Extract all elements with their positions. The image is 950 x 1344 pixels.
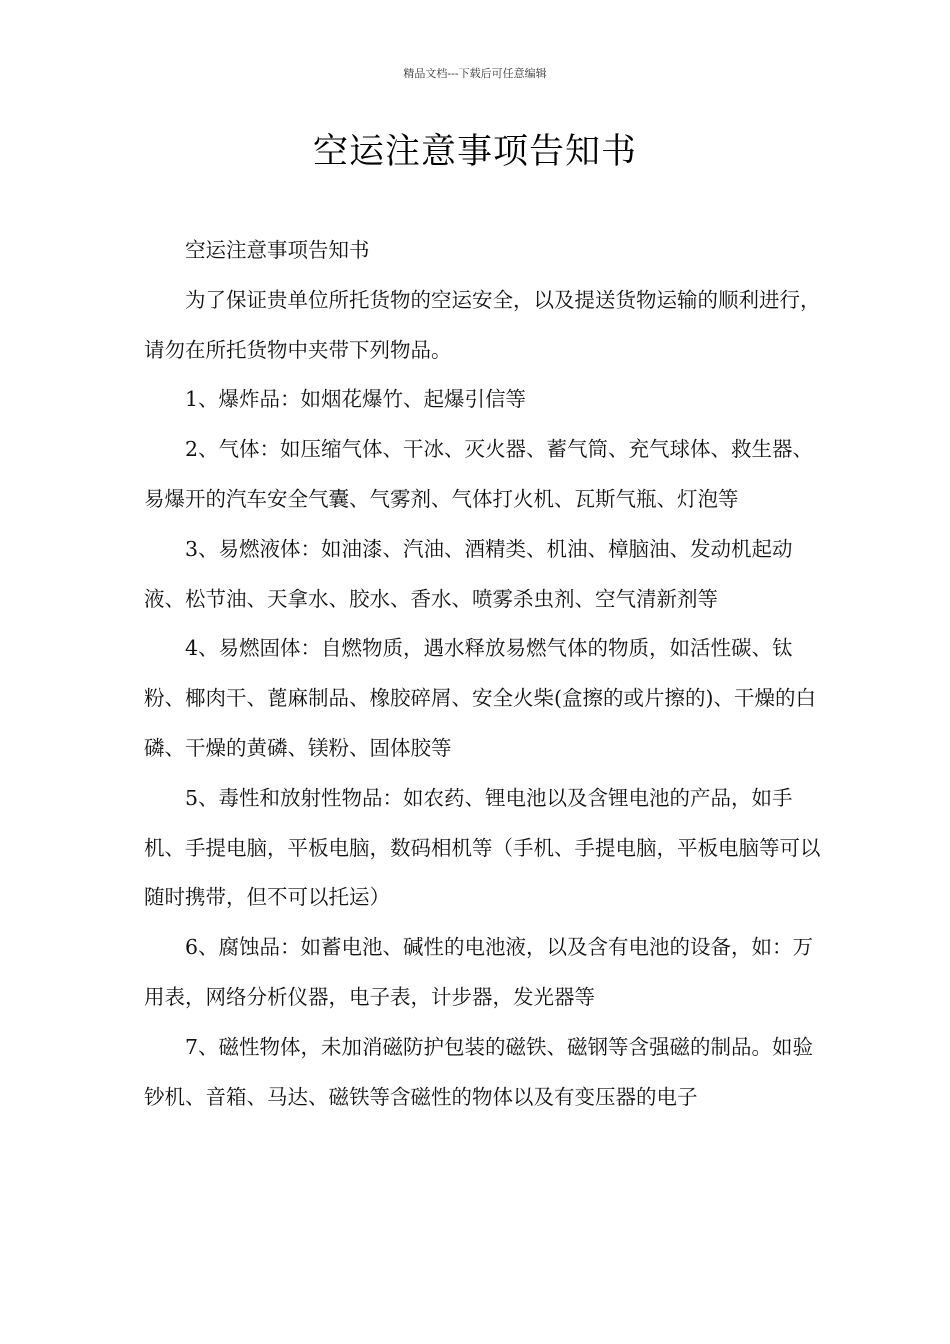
paragraph-item-6: 6、腐蚀品：如蓄电池、碱性的电池液，以及含有电池的设备，如：万用表，网络分析仪器，电子表，计步器，发光器等: [144, 935, 814, 1009]
header-note: 精品文档---下载后可任意编辑: [403, 67, 547, 80]
paragraph-item-7: 7、磁性物体，未加消磁防护包装的磁铁、磁钢等含强磁的制品。如验钞机、音箱、马达、磁铁等含磁性的物体以及有变压器的电子: [144, 1034, 814, 1109]
paragraph-item-1: 1、爆炸品：如烟花爆竹、起爆引信等: [185, 387, 527, 412]
paragraph-item-2: 2、气体：如压缩气体、干冰、灭火器、蓄气筒、充气球体、救生器、易爆开的汽车安全气囊、气雾剂、气体打火机、瓦斯气瓶、灯泡等: [144, 437, 814, 511]
paragraph-intro: 为了保证贵单位所托货物的空运安全，以及提送货物运输的顺利进行，请勿在所托货物中夹带下列物品。: [144, 287, 821, 362]
paragraph-subtitle: 空运注意事项告知书: [185, 238, 370, 262]
paragraph-item-5: 5、毒性和放射性物品：如农药、锂电池以及含锂电池的产品，如手机、手提电脑，平板电脑，数码相机等（手机、手提电脑，平板电脑等可以随时携带，但不可以托运）: [144, 785, 821, 910]
document-title: 空运注意事项告知书: [312, 132, 637, 172]
paragraph-item-4: 4、易燃固体：自燃物质，遇水释放易燃气体的物质，如活性碳、钛粉、椰肉干、蓖麻制品、橡胶碎屑、安全火柴(盒擦的或片擦的)、干燥的白磷、干燥的黄磷、镁粉、固体胶等: [144, 636, 816, 760]
document-body: [144, 226, 824, 1122]
paragraph-item-3: 3、易燃液体：如油漆、汽油、酒精类、机油、樟脑油、发动机起动液、松节油、天拿水、胶水、香水、喷雾杀虫剂、空气清新剂等: [144, 536, 793, 611]
